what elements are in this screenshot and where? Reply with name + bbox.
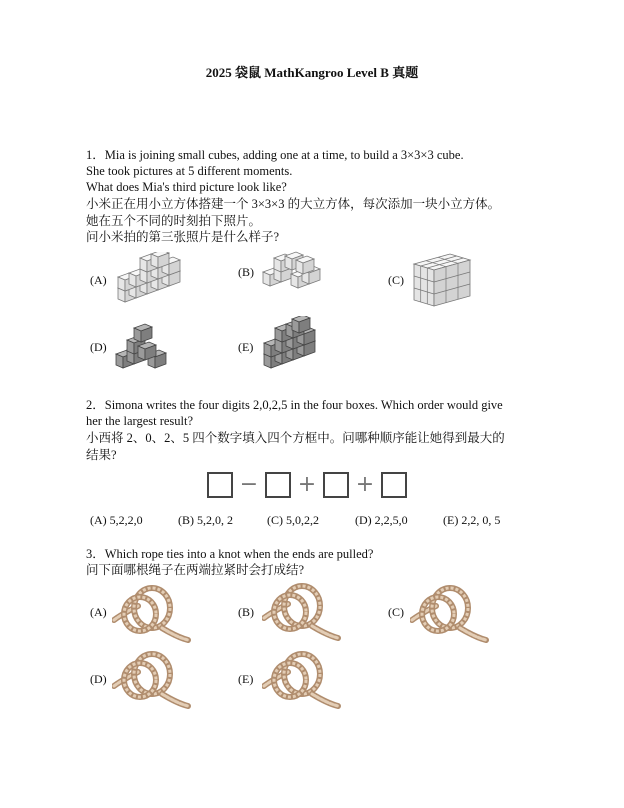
q1-line-4: 小米正在用小立方体搭建一个 3×3×3 的大立方体，每次添加一块小立方体。 [86, 197, 501, 211]
q3-option-b-label[interactable]: (B) [238, 605, 254, 619]
operator-plus-1: + [297, 472, 317, 497]
cube-3x3x3-complete-icon[interactable] [410, 252, 474, 310]
cube-stack-small-light-icon[interactable] [261, 250, 327, 292]
q1-option-d-label[interactable]: (D) [90, 340, 107, 354]
rope-loop-e-icon[interactable] [262, 650, 342, 712]
q1-option-e-label[interactable]: (E) [238, 340, 254, 354]
page-title: 2025 袋鼠 MathKangroo Level B 真题 [205, 65, 419, 80]
cube-stack-large-dark-icon[interactable] [262, 316, 324, 372]
q3-option-e-label[interactable]: (E) [238, 672, 254, 686]
q1-line-3: What does Mia's third picture look like? [86, 180, 287, 194]
q2-line-2: her the largest result? [86, 414, 194, 428]
q3-option-a-label[interactable]: (A) [90, 605, 107, 619]
q1-line-2: She took pictures at 5 different moments. [86, 164, 293, 178]
q3-line-2: 问下面哪根绳子在两端拉紧时会打成结? [86, 563, 305, 577]
q2-answer-b[interactable]: (B) 5,2,0, 2 [178, 513, 233, 527]
digit-box-expression [203, 470, 413, 502]
q2-answer-d[interactable]: (D) 2,2,5,0 [355, 513, 408, 527]
digit-box-3[interactable] [323, 472, 349, 498]
operator-minus: − [239, 472, 259, 497]
q2-line-1: 2．Simona writes the four digits 2,0,2,5 in the four boxes. Which order would give [86, 398, 503, 412]
digit-box-2[interactable] [265, 472, 291, 498]
rope-loop-d-icon[interactable] [112, 650, 192, 712]
q2-line-3: 小西将 2、0、2、5 四个数字填入四个方框中。问哪种顺序能让她得到最大的 [86, 431, 505, 445]
digit-box-4[interactable] [381, 472, 407, 498]
cube-stack-small-dark-icon[interactable] [114, 322, 176, 374]
q2-answer-a[interactable]: (A) 5,2,2,0 [90, 513, 143, 527]
q2-answer-c[interactable]: (C) 5,0,2,2 [267, 513, 319, 527]
operator-plus-2: + [355, 472, 375, 497]
cube-stack-large-light-icon[interactable] [114, 252, 184, 308]
q1-line-1: 1．Mia is joining small cubes, adding one at a time, to build a 3×3×3 cube. [86, 148, 464, 162]
digit-box-1[interactable] [207, 472, 233, 498]
q1-line-5: 她在五个不同的时刻拍下照片。 [86, 214, 262, 228]
q1-line-6: 问小米拍的第三张照片是什么样子? [86, 230, 280, 244]
rope-loop-a-icon[interactable] [112, 584, 192, 646]
q3-option-c-label[interactable]: (C) [388, 605, 404, 619]
q1-option-c-label[interactable]: (C) [388, 273, 404, 287]
q3-option-d-label[interactable]: (D) [90, 672, 107, 686]
q2-answer-e[interactable]: (E) 2,2, 0, 5 [443, 513, 501, 527]
q1-option-b-label[interactable]: (B) [238, 265, 254, 279]
q2-line-4: 结果? [86, 448, 117, 462]
rope-loop-c-icon[interactable] [410, 584, 490, 646]
q1-option-a-label[interactable]: (A) [90, 273, 107, 287]
q3-line-1: 3．Which rope ties into a knot when the ends are pulled? [86, 547, 374, 561]
rope-loop-b-icon[interactable] [262, 582, 342, 644]
